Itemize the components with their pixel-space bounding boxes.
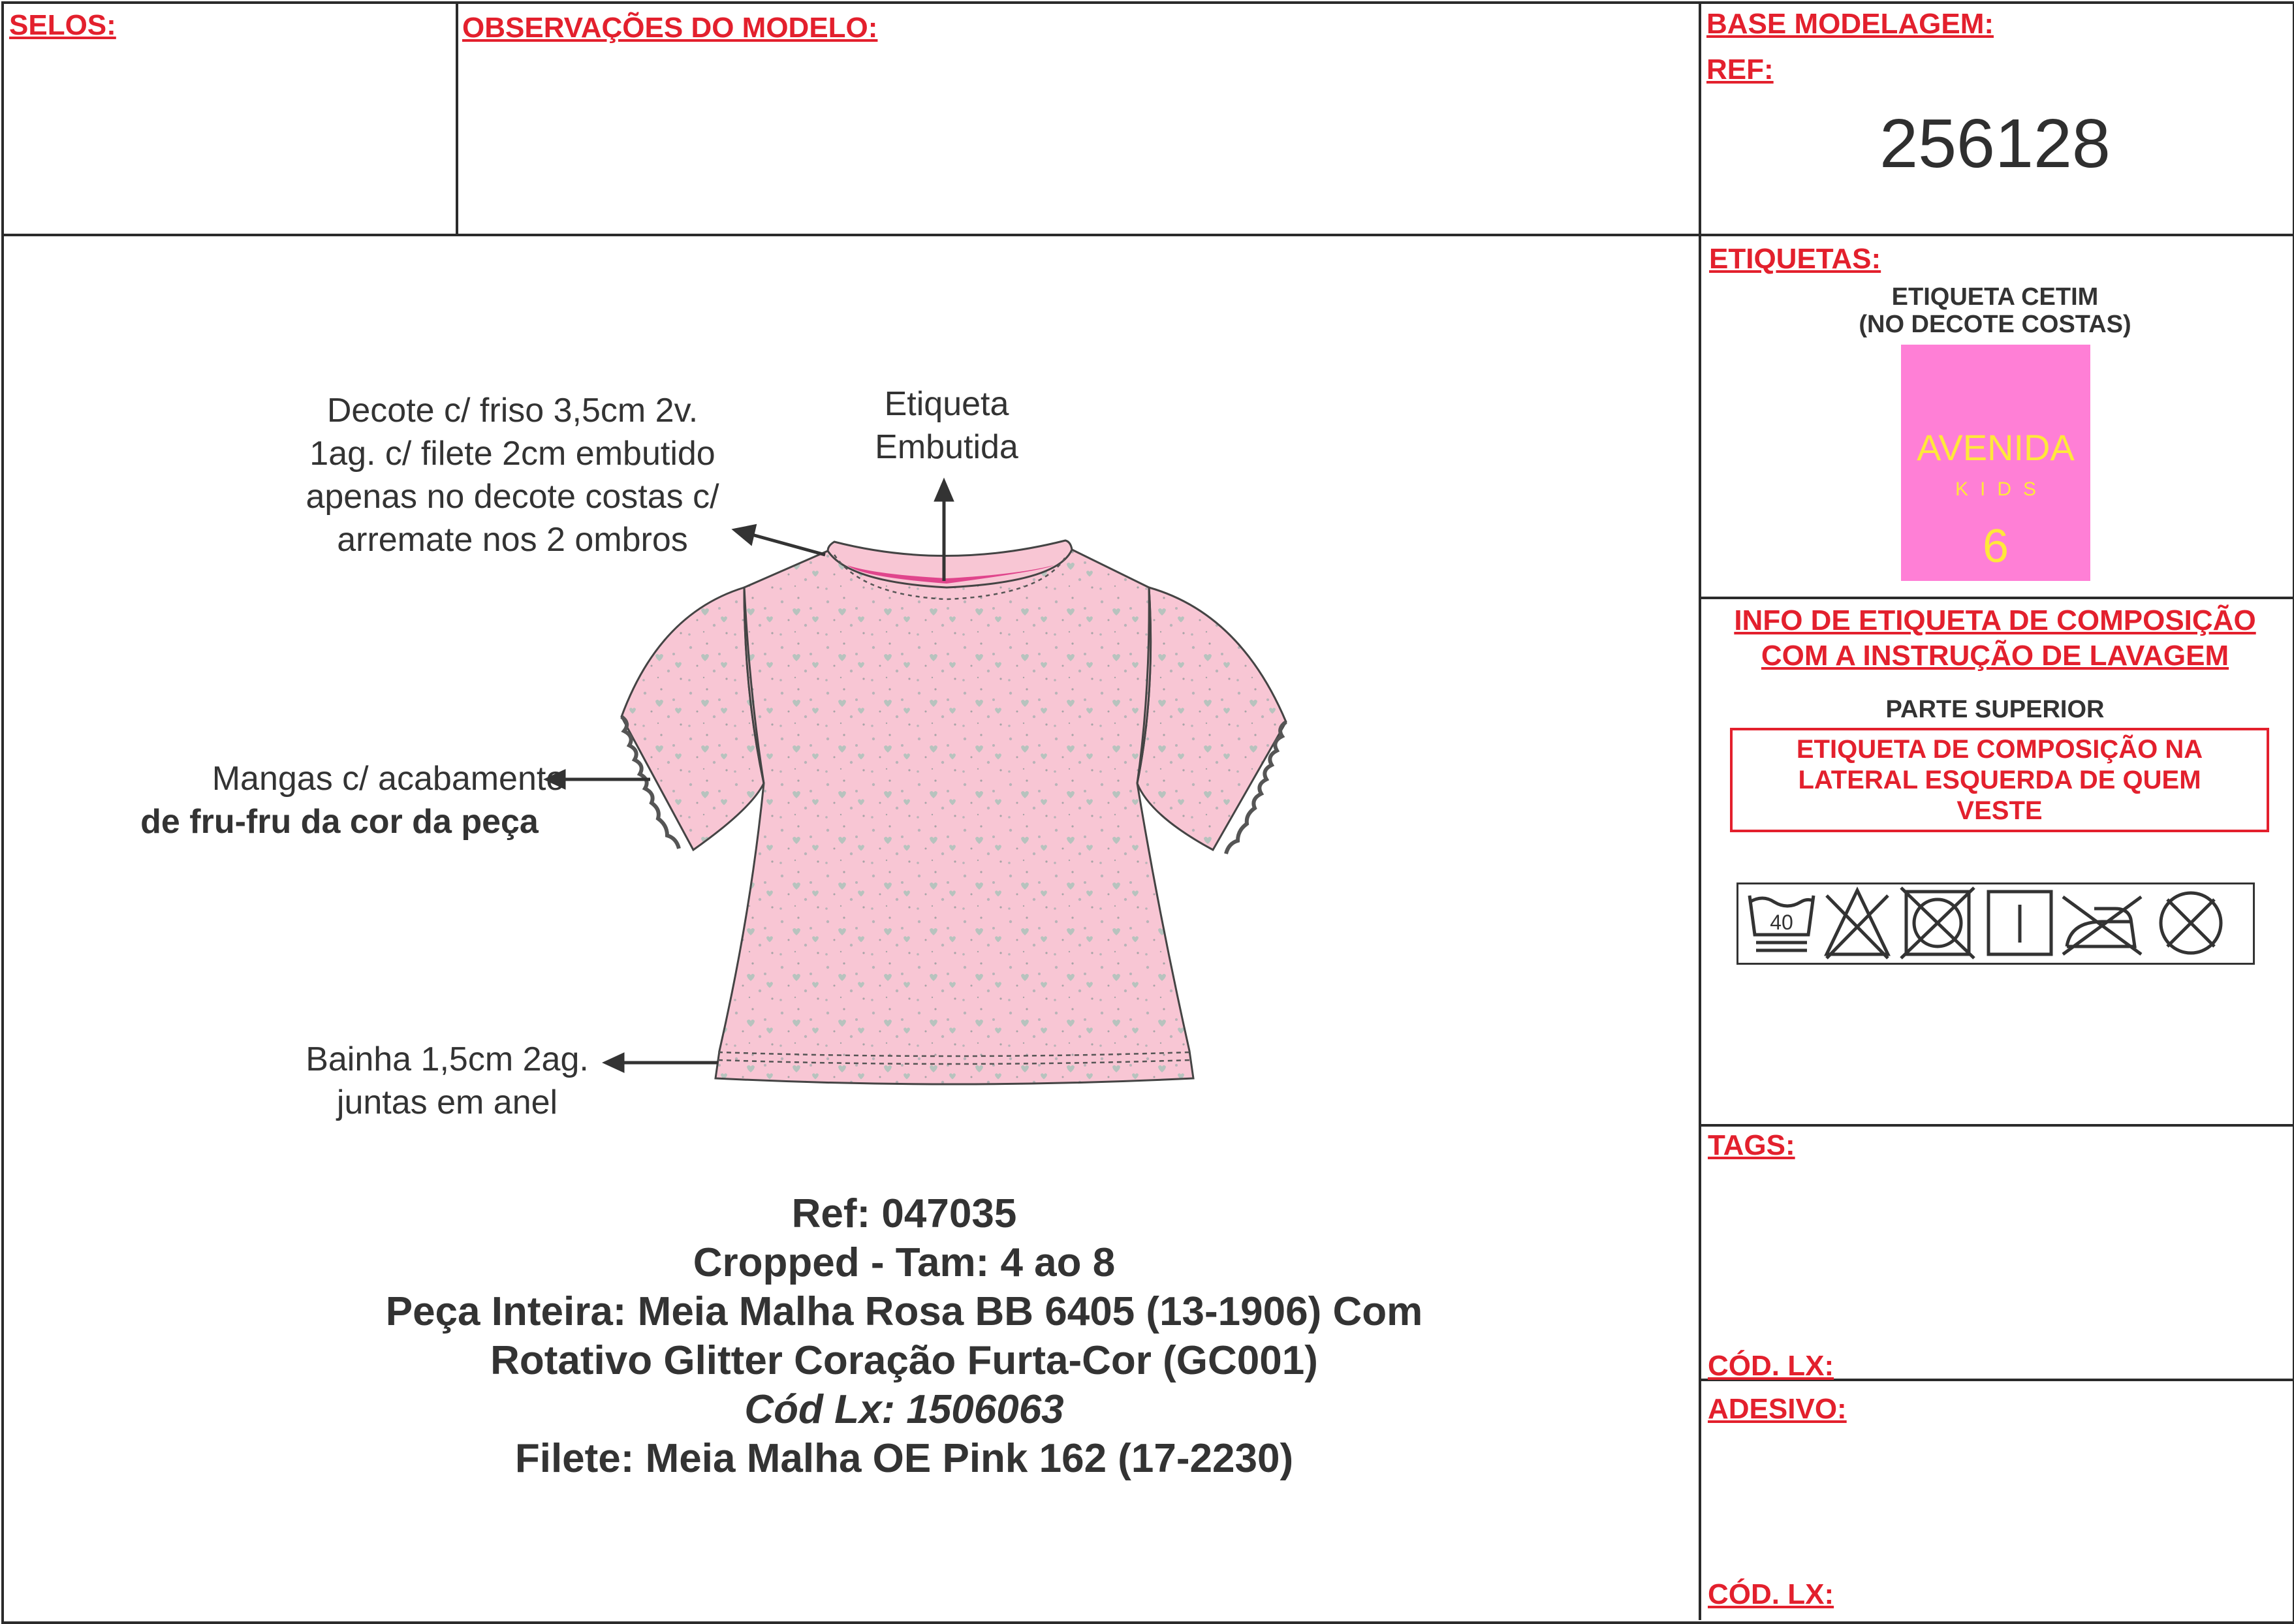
wash-temperature: 40 xyxy=(1770,911,1793,934)
description-ref: Ref: 047035 xyxy=(791,1191,1017,1236)
garment-body xyxy=(715,550,1193,1084)
ref-label: REF: xyxy=(1706,54,1774,86)
sleeve-annotation-line2 xyxy=(91,800,588,843)
tags-cod-lx-label: CÓD. LX: xyxy=(1708,1350,1834,1382)
composition-part: PARTE SUPERIOR xyxy=(1885,696,2105,723)
ref-number: 256128 xyxy=(1879,105,2111,182)
neckline-annotation-line3: apenas no decote costas c/ xyxy=(306,478,719,516)
description-model: Cropped - Tam: 4 ao 8 xyxy=(693,1240,1116,1285)
description-fabric-line2: Rotativo Glitter Coração Furta-Cor (GC001) xyxy=(490,1338,1318,1383)
label-caption-line2: (NO DECOTE COSTAS) xyxy=(1859,311,2131,338)
description-fabric-line1: Peça Inteira: Meia Malha Rosa BB 6405 (13-1906) Com xyxy=(385,1289,1423,1334)
tags-label: TAGS: xyxy=(1708,1129,1795,1161)
observacoes-label: OBSERVAÇÕES DO MODELO: xyxy=(462,12,878,44)
hem-annotation xyxy=(274,1038,620,1124)
description-cod-lx: Cód Lx: 1506063 xyxy=(744,1387,1064,1432)
adesivo-cod-lx-label: CÓD. LX: xyxy=(1708,1578,1834,1610)
label-size: 6 xyxy=(1982,520,2009,572)
base-modelagem-label: BASE MODELAGEM: xyxy=(1706,8,1994,40)
description-filete: Filete: Meia Malha OE Pink 162 (17-2230) xyxy=(514,1436,1294,1481)
neckline-annotation xyxy=(215,389,809,561)
label-annotation-line1: Etiqueta xyxy=(884,385,1009,423)
label-sub-brand: KIDS xyxy=(1955,478,2049,500)
label-brand: AVENIDA xyxy=(1917,427,2075,468)
sleeve-annotation-line1: Mangas c/ acabamento xyxy=(212,760,565,798)
right-sleeve xyxy=(1137,587,1286,850)
label-annotation xyxy=(816,383,1077,469)
neckline-annotation-line4: arremate nos 2 ombros xyxy=(337,521,688,559)
hem-annotation-line2: juntas em anel xyxy=(336,1084,558,1121)
selos-label: SELOS: xyxy=(9,9,116,41)
composition-heading-line1: INFO DE ETIQUETA DE COMPOSIÇÃO xyxy=(1734,604,2256,636)
hem-annotation-line1: Bainha 1,5cm 2ag. xyxy=(306,1040,589,1078)
etiquetas-label: ETIQUETAS: xyxy=(1709,243,1881,275)
composition-box-text: ETIQUETA DE COMPOSIÇÃO NA LATERAL ESQUERDA DE QUEM VESTE xyxy=(1796,734,2203,825)
neckline-annotation-line2: 1ag. c/ filete 2cm embutido xyxy=(309,435,715,473)
sleeve-annotation-bold: de fru-fru da cor da peça xyxy=(140,803,539,841)
product-description xyxy=(163,1189,1645,1483)
label-annotation-line2: Embutida xyxy=(875,428,1018,466)
sleeve-annotation xyxy=(91,757,588,843)
left-sleeve xyxy=(621,587,764,850)
composition-heading-line2: COM A INSTRUÇÃO DE LAVAGEM xyxy=(1761,640,2229,672)
neckline-annotation-line1: Decote c/ friso 3,5cm 2v. xyxy=(326,392,699,429)
label-caption-line1: ETIQUETA CETIM xyxy=(1891,283,2099,311)
adesivo-label: ADESIVO: xyxy=(1708,1393,1847,1425)
